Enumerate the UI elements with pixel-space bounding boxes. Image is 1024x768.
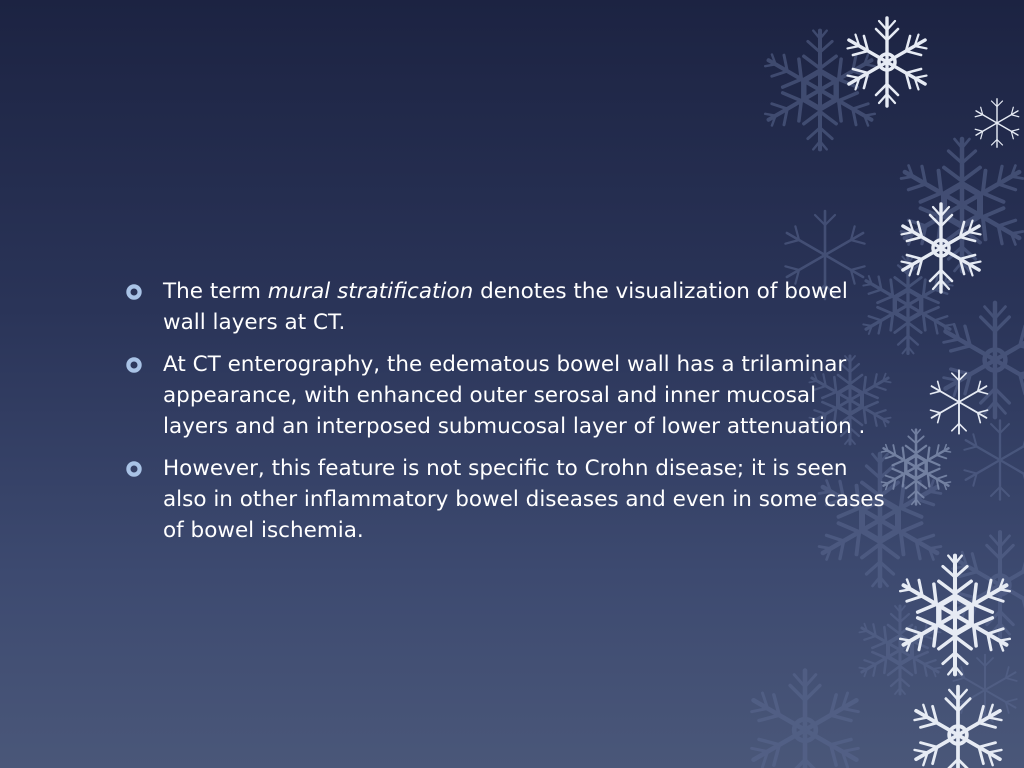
bullet-ring-icon [126,284,144,300]
mid-snowflakes [879,430,954,505]
bullet-text: However, this feature is not specific to Crohn disease; it is seen also in other inflammatory bowel diseases and even in some cases of bowel ischemia. [163,456,885,543]
bullet-ring-icon [126,461,144,477]
bullet-item [126,453,886,546]
bullet-item [126,349,886,442]
bullet-text: At CT enterography, the edematous bowel wall has a trilaminar appearance, with enhanced outer serosal and inner mucosal layers and an interposed submucosal layer of lower attenuation . [163,352,866,439]
bullet-text-end: denotes the visualization of bowel wall layers at CT. [163,279,848,335]
bullet-list [126,276,886,557]
bullet-item [126,276,886,338]
bullet-ring-icon [126,357,144,373]
bullet-text-start: The term [163,279,268,304]
bullet-emphasis: mural stratification [267,279,474,304]
